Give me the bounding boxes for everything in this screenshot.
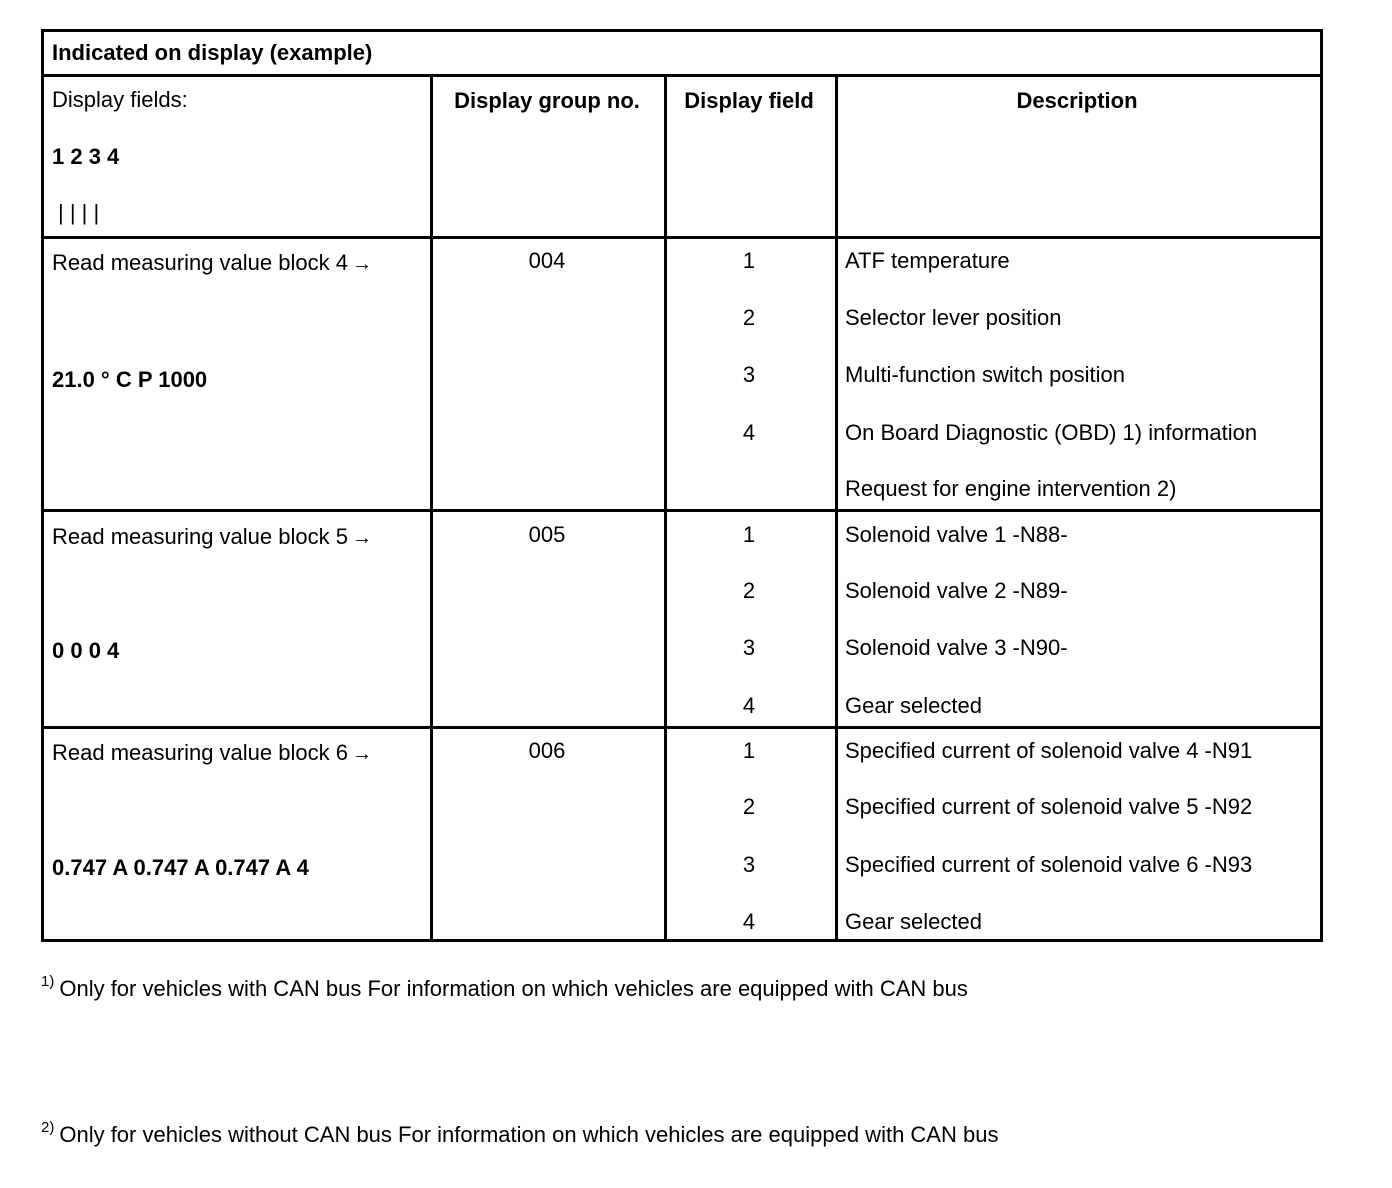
- block-group-number: 004: [528, 248, 566, 273]
- field-number: 2: [742, 794, 756, 819]
- field-description: Specified current of solenoid valve 5 -N92: [845, 794, 1253, 819]
- block-display-value: 0.747 A 0.747 A 0.747 A 4: [52, 855, 309, 880]
- field-number: 3: [742, 852, 756, 877]
- block-label-text: Read measuring value block 5: [52, 524, 348, 549]
- field-description: On Board Diagnostic (OBD) 1) information: [845, 420, 1258, 445]
- field-description: Specified current of solenoid valve 4 -N91: [845, 738, 1253, 763]
- measuring-value-table: [41, 29, 1323, 942]
- footnote-mark: 2): [41, 1119, 55, 1136]
- field-description: Gear selected: [845, 909, 982, 934]
- block-label-text: Read measuring value block 6: [52, 740, 348, 765]
- footnote-mark: 1): [41, 973, 55, 990]
- footnote: [41, 973, 968, 1005]
- field-number: 3: [742, 362, 756, 387]
- arrow-right-icon: →: [351, 253, 372, 275]
- row-divider: [44, 74, 1320, 77]
- block-group-number: 005: [528, 522, 566, 547]
- header-display-field: Display field: [684, 88, 814, 113]
- column-divider: [835, 77, 838, 939]
- footnote: [41, 1119, 999, 1151]
- field-number: 2: [742, 305, 756, 330]
- block-label-text: Read measuring value block 4: [52, 250, 348, 275]
- footnote-text: Only for vehicles with CAN bus For information on which vehicles are equipped with CAN bus: [59, 976, 968, 1001]
- display-fields-numbers: 1 2 3 4: [52, 144, 120, 169]
- column-divider: [664, 77, 667, 939]
- field-description: Selector lever position: [845, 305, 1062, 330]
- field-number: 2: [742, 578, 756, 603]
- field-description: Request for engine intervention 2): [845, 476, 1177, 501]
- field-description: Specified current of solenoid valve 6 -N93: [845, 852, 1253, 877]
- field-description: Solenoid valve 1 -N88-: [845, 522, 1068, 547]
- field-number: 4: [742, 420, 756, 445]
- field-number: 1: [742, 522, 756, 547]
- field-description: ATF temperature: [845, 248, 1010, 273]
- block-label: [52, 250, 372, 277]
- row-divider: [44, 726, 1320, 729]
- display-fields-bars: | | | |: [58, 200, 100, 225]
- block-display-value: 21.0 ° C P 1000: [52, 367, 208, 392]
- block-label: [52, 740, 372, 767]
- field-number: 4: [742, 909, 756, 934]
- arrow-right-icon: →: [351, 743, 372, 765]
- header-display-group-no: Display group no.: [454, 88, 640, 113]
- field-description: Gear selected: [845, 693, 982, 718]
- field-number: 1: [742, 248, 756, 273]
- field-number: 1: [742, 738, 756, 763]
- row-divider: [44, 236, 1320, 239]
- arrow-right-icon: →: [351, 527, 372, 549]
- block-display-value: 0 0 0 4: [52, 638, 120, 663]
- field-number: 3: [742, 635, 756, 660]
- row-divider: [44, 509, 1320, 512]
- field-number: 4: [742, 693, 756, 718]
- field-description: Multi-function switch position: [845, 362, 1126, 387]
- display-fields-label: Display fields:: [52, 87, 188, 112]
- block-label: [52, 524, 372, 551]
- table-title: Indicated on display (example): [52, 40, 373, 65]
- field-description: Solenoid valve 3 -N90-: [845, 635, 1068, 660]
- footnote-text: Only for vehicles without CAN bus For information on which vehicles are equipped with CAN bus: [59, 1122, 999, 1147]
- header-description: Description: [1016, 88, 1138, 113]
- block-group-number: 006: [528, 738, 566, 763]
- column-divider: [430, 77, 433, 939]
- field-description: Solenoid valve 2 -N89-: [845, 578, 1068, 603]
